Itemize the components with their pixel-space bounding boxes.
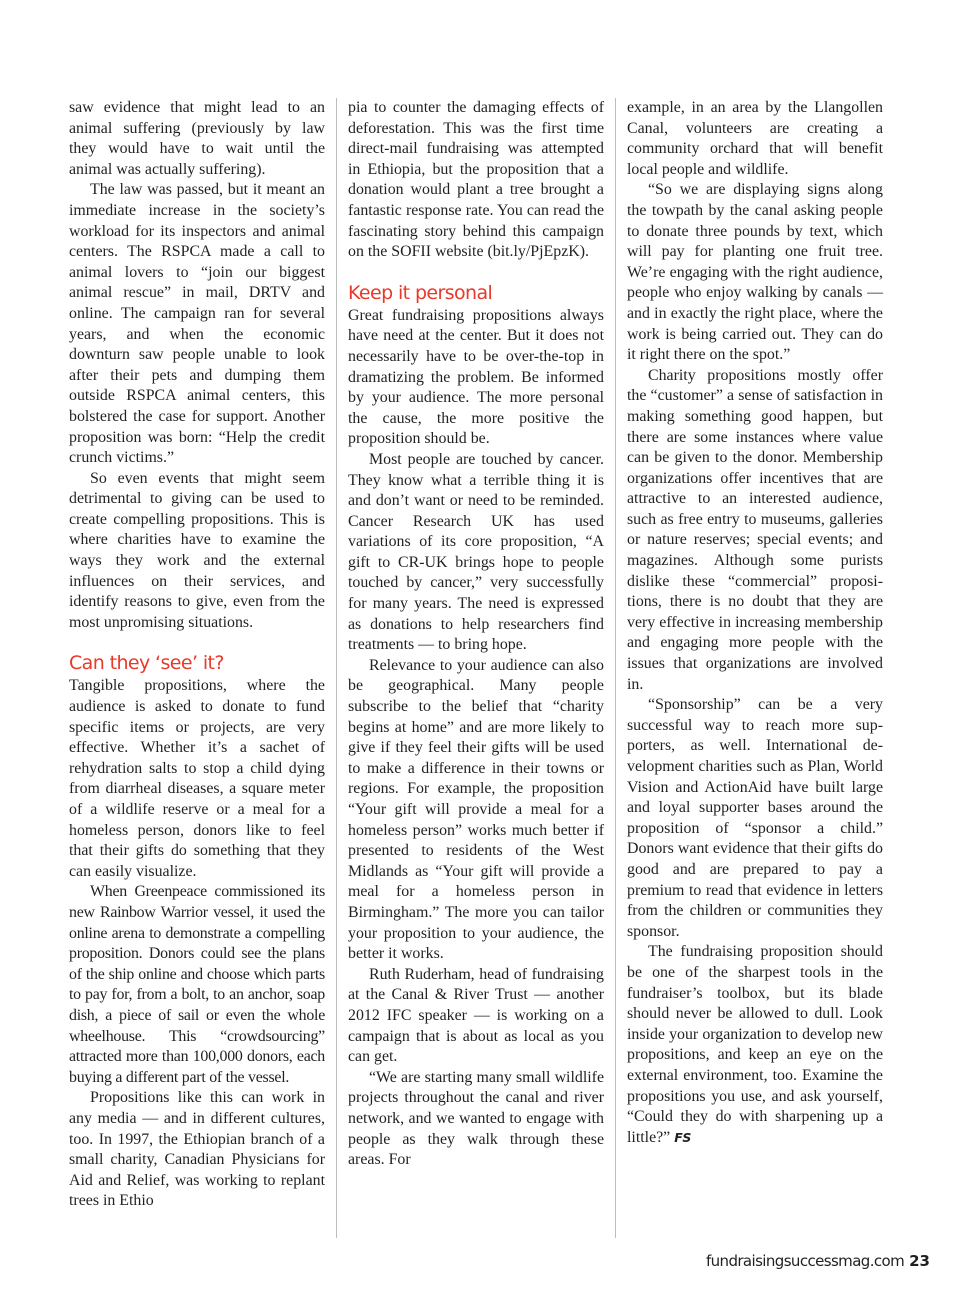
body-paragraph: “So we are displaying signs along the towpath by the canal asking people to donate three pounds by text, which will pay for planting one fruit tree. We’re engaging with the right audience, people who enjoy walking by canals — and in exactly the right place, where the work is being carried out. They can do it right there on the spot.”	[627, 181, 883, 364]
body-paragraph: example, in an area by the Llangollen Canal, volunteers are creating a community orchard that will benefit local people and wildlife.	[627, 99, 883, 178]
body-paragraph: Tangible propositions, where the audience is asked to donate to fund specific items or projects, are very effective. Whether it’s a sachet of rehydration salts to stop a child dying from diarrheal diseases, a square meter of a wildlife reserve or a meal for a homeless person, donors like to feel that their gifts do something that they can easily visualize.	[69, 677, 325, 880]
footer-site-url: fundraisingsuccessmag.com	[705, 1252, 905, 1270]
body-paragraph: The law was passed, but it meant an immediate increase in the society’s workload for its inspectors and animal centers. The RSPCA made a call to animal lovers to “join our biggest animal rescue” in mail, DRTV and online. The campaign ran for several years, and when the economic downturn saw people unable to look after their pets and dumping them outside RSPCA animal centers, this bolstered the case for support. Another proposition was born: “Help the credit crunch victims.”	[69, 181, 325, 467]
article-column-3	[627, 98, 883, 1148]
magazine-signoff-logo: FS	[674, 1129, 691, 1145]
body-paragraph	[627, 942, 883, 1148]
body-paragraph: Propositions like this can work in any media — and in different cultures, too. In 1997, the Ethiopian branch of a small charity, Canadian Physicians for Aid and Relief, was working to replant trees in Ethio	[69, 1089, 325, 1210]
column-divider	[615, 98, 616, 1238]
paragraph-text: The fundraising proposition should be one of the sharpest tools in the fundraiser’s toolbox, but its blade should never be allowed to dull. Look inside your organization to develop new propositions, and keep an eye on the external environment, too. Examine the propositions you use, and ask yourself, “Could they do with sharpening up a little?”	[627, 943, 883, 1146]
body-paragraph: Charity propositions mostly offer the “customer” a sense of satisfaction in making something good happen, but there are some instances where value can be given to the donor. Membership organizations offer incentives that are attractive to an interested audience, such as free entry to museums, galleries or nature reserves; special events; and magazines. Although some purists dislike these “commercial” propositions, there is no doubt that they are very effective in increasing membership and engaging more people with the issues that organizations are involved in.	[627, 366, 883, 693]
article-column-1	[69, 98, 325, 1212]
body-paragraph: “We are starting many small wildlife projects throughout the canal and river network, and we wanted to engage with people as they walk through these areas. For	[348, 1068, 604, 1169]
article-column-2	[348, 98, 604, 1171]
body-paragraph: Relevance to your audience can also be geographical. Many people subscribe to the belief that “charity begins at home” and are more likely to give if they feel their gifts will be used to make a difference in their towns or regions. For example, the proposition “Your gift will provide a meal for a homeless person” works much better if presented to residents of the West Midlands as “Your gift will provide a meal for a homeless person in Birmingham.” The more you can tailor your proposition to your audience, the better it works.	[348, 656, 604, 963]
body-paragraph: saw evidence that might lead to an animal suffering (previously by law they would have to wait until the animal was actually suffering).	[69, 99, 325, 178]
body-paragraph: “Sponsorship” can be a very successful way to reach more supporters, as well. International development charities such as Plan, World Vision and ActionAid have built large and loyal supporter bases around the proposition of “sponsor a child.” Donors want evidence that their gifts do good and are prepared to pay a premium to read that evidence in letters from the children or communities they sponsor.	[627, 696, 883, 940]
body-paragraph: Great fundraising propositions always have need at the center. But it does not necessarily have to be over-the-top in dramatizing the problem. Be informed by your audience. The more personal the cause, the more positive the proposition should be.	[348, 306, 604, 448]
body-paragraph: When Greenpeace commissioned its new Rainbow Warrior vessel, it used the online arena to demonstrate a compelling proposition. Donors could see the plans of the ship online and choose which parts to pay for, from a bolt, to an anchor, soap dish, a piece of sail or even the whole wheelhouse. This “crowdsourcing” attracted more than 100,000 donors, each buying a different part of the vessel.	[69, 883, 325, 1086]
page-number: 23	[909, 1252, 930, 1270]
column-divider	[336, 98, 337, 1238]
section-heading: Keep it personal	[348, 281, 493, 304]
body-paragraph: So even events that might seem detrimental to giving can be used to create compelling propositions. This is where charities have to examine the ways they work and the external influences on their services, and identify reasons to give, even from the most unpromising situations.	[69, 469, 325, 631]
section-heading: Can they ‘see’ it?	[69, 652, 224, 675]
body-paragraph: Ruth Ruderham, head of fundraising at the Canal & River Trust — another 2012 IFC speaker — is working on a campaign that is about as local as you can get.	[348, 965, 604, 1066]
page-footer	[706, 1252, 930, 1270]
body-paragraph: pia to counter the damaging effects of deforestation. This was the first time direct-mail fundraising was attempted in Ethiopia, but the proposition that a donation would plant a tree brought a fantastic response rate. You can read the fascinating story behind this campaign on the SOFII website (bit.ly/PjEpzK).	[348, 99, 604, 261]
body-paragraph: Most people are touched by cancer. They know what a terrible thing it is and don’t want or need to be reminded. Cancer Research UK has used variations of its core proposition, “A gift to CR-UK brings hope to people touched by cancer,” very successfully for many years. The need is expressed as donations to help researchers find treatments — to bring hope.	[348, 450, 604, 654]
